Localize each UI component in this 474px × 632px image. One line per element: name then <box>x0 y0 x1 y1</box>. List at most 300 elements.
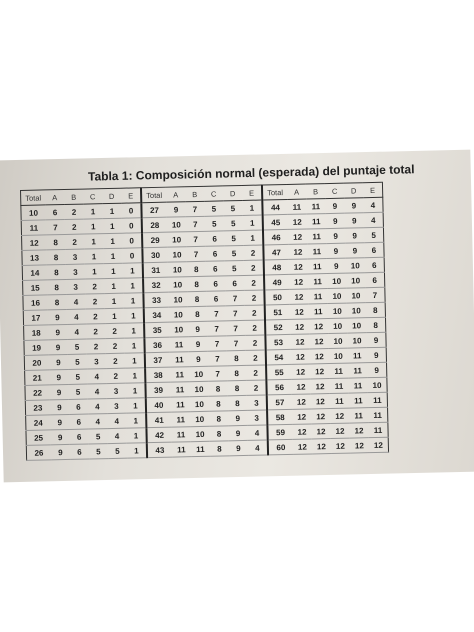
score-cell-e: 2 <box>245 320 265 335</box>
score-cell-d: 5 <box>108 443 127 458</box>
score-cell-b: 11 <box>308 259 327 274</box>
score-cell-d: 7 <box>226 335 245 350</box>
score-cell-e: 0 <box>122 248 142 263</box>
score-cell-e: 1 <box>126 398 146 413</box>
table-title: Tabla 1: Composición normal (esperada) del puntaje total <box>87 162 415 184</box>
total-cell: 11 <box>21 220 46 236</box>
score-cell-d: 11 <box>348 363 367 378</box>
score-cell-e: 2 <box>246 350 266 365</box>
score-cell-b: 5 <box>67 339 86 354</box>
score-cell-c: 6 <box>205 231 224 246</box>
score-cell-e: 4 <box>248 440 268 455</box>
score-cell-d: 10 <box>346 273 365 288</box>
total-cell: 36 <box>144 337 169 353</box>
total-cell: 13 <box>22 250 47 266</box>
score-cell-b: 9 <box>189 351 208 366</box>
score-cell-c: 8 <box>209 396 228 411</box>
score-cell-b: 3 <box>66 279 85 294</box>
score-cell-d: 1 <box>102 203 121 218</box>
score-cell-e: 6 <box>364 242 384 257</box>
score-cell-c: 10 <box>327 288 346 303</box>
score-cell-a: 12 <box>289 289 308 304</box>
total-cell: 31 <box>143 262 168 278</box>
score-cell-b: 3 <box>66 264 85 279</box>
score-cell-a: 9 <box>51 444 70 459</box>
score-cell-c: 1 <box>83 204 102 219</box>
score-cell-a: 12 <box>292 424 311 439</box>
score-cell-a: 12 <box>289 274 308 289</box>
score-cell-b: 12 <box>311 394 330 409</box>
score-cell-e: 1 <box>243 215 263 230</box>
score-cell-b: 3 <box>65 249 84 264</box>
score-cell-a: 9 <box>49 354 68 369</box>
score-cell-c: 5 <box>204 201 223 216</box>
score-cell-c: 10 <box>329 348 348 363</box>
score-cell-b: 12 <box>311 409 330 424</box>
score-cell-a: 9 <box>49 369 68 384</box>
score-cell-b: 11 <box>191 441 210 456</box>
total-cell: 39 <box>145 382 170 398</box>
score-cell-e: 9 <box>367 347 387 362</box>
score-cell-e: 1 <box>124 308 144 323</box>
score-cell-b: 12 <box>311 424 330 439</box>
total-cell: 57 <box>267 394 292 410</box>
score-cell-c: 2 <box>86 339 105 354</box>
score-cell-d: 1 <box>104 293 123 308</box>
score-cell-c: 12 <box>330 423 349 438</box>
column-header-b: B <box>185 186 204 201</box>
score-cell-e: 11 <box>368 407 388 422</box>
score-cell-a: 7 <box>46 219 65 234</box>
score-cell-b: 11 <box>309 304 328 319</box>
score-cell-c: 12 <box>331 438 350 453</box>
total-cell: 51 <box>265 304 290 320</box>
score-cell-b: 8 <box>187 261 206 276</box>
score-cell-e: 2 <box>246 365 266 380</box>
score-cell-d: 12 <box>349 423 368 438</box>
score-cell-e: 1 <box>123 263 143 278</box>
score-cell-a: 10 <box>168 292 187 307</box>
total-cell: 28 <box>142 217 167 233</box>
score-cell-a: 10 <box>169 322 188 337</box>
score-cell-c: 8 <box>208 381 227 396</box>
score-cell-a: 8 <box>46 249 65 264</box>
score-cell-e: 6 <box>365 272 385 287</box>
score-cell-e: 6 <box>365 257 385 272</box>
score-cell-a: 10 <box>167 232 186 247</box>
score-cell-a: 10 <box>168 262 187 277</box>
total-cell: 20 <box>24 355 49 371</box>
score-cell-b: 11 <box>308 289 327 304</box>
score-cell-e: 1 <box>124 323 144 338</box>
score-cell-e: 4 <box>364 212 384 227</box>
score-cell-c: 1 <box>84 234 103 249</box>
score-cell-d: 11 <box>349 408 368 423</box>
score-cell-a: 9 <box>48 309 67 324</box>
score-cell-a: 12 <box>291 364 310 379</box>
score-cell-e: 10 <box>367 377 387 392</box>
score-cell-b: 11 <box>307 244 326 259</box>
score-cell-d: 11 <box>348 378 367 393</box>
score-cell-b: 9 <box>188 321 207 336</box>
score-cell-b: 11 <box>306 199 325 214</box>
total-cell: 44 <box>262 199 287 215</box>
column-header-a: A <box>166 187 185 202</box>
score-cell-b: 8 <box>187 276 206 291</box>
score-cell-d: 9 <box>344 198 363 213</box>
score-cell-b: 4 <box>67 309 86 324</box>
total-cell: 47 <box>263 244 288 260</box>
total-cell: 14 <box>22 265 47 281</box>
score-cell-b: 7 <box>186 231 205 246</box>
score-cell-c: 12 <box>330 408 349 423</box>
total-cell: 23 <box>25 400 50 416</box>
score-cell-a: 8 <box>47 279 66 294</box>
total-cell: 54 <box>266 349 291 365</box>
score-cell-e: 1 <box>126 413 146 428</box>
score-cell-a: 12 <box>288 229 307 244</box>
column-header-a: A <box>45 190 64 205</box>
score-cell-a: 9 <box>48 339 67 354</box>
score-cell-b: 2 <box>65 219 84 234</box>
score-cell-b: 10 <box>190 396 209 411</box>
score-cell-b: 12 <box>310 379 329 394</box>
score-cell-a: 9 <box>48 324 67 339</box>
score-cell-e: 11 <box>368 422 388 437</box>
score-cell-d: 2 <box>105 338 124 353</box>
total-cell: 22 <box>25 385 50 401</box>
score-cell-b: 12 <box>309 319 328 334</box>
score-cell-a: 9 <box>166 202 185 217</box>
score-cell-c: 2 <box>86 324 105 339</box>
score-cell-d: 9 <box>228 410 247 425</box>
score-cell-c: 10 <box>327 273 346 288</box>
score-cell-d: 9 <box>229 440 248 455</box>
score-cell-e: 5 <box>364 227 384 242</box>
score-cell-d: 11 <box>349 393 368 408</box>
score-cell-c: 8 <box>209 426 228 441</box>
score-cell-e: 1 <box>126 428 146 443</box>
score-cell-d: 1 <box>104 263 123 278</box>
score-cell-a: 12 <box>290 304 309 319</box>
score-cell-e: 11 <box>368 392 388 407</box>
column-header-b: B <box>306 184 325 199</box>
score-cell-a: 10 <box>167 217 186 232</box>
score-cell-e: 8 <box>366 317 386 332</box>
score-cell-a: 11 <box>172 442 191 457</box>
total-cell: 55 <box>266 364 291 380</box>
score-cell-b: 7 <box>186 246 205 261</box>
total-cell: 10 <box>21 205 46 221</box>
total-cell: 34 <box>144 307 169 323</box>
score-cell-b: 7 <box>186 216 205 231</box>
total-cell: 59 <box>267 424 292 440</box>
score-cell-a: 9 <box>50 429 69 444</box>
score-cell-c: 8 <box>209 411 228 426</box>
score-cell-e: 0 <box>122 233 142 248</box>
score-cell-e: 9 <box>367 362 387 377</box>
score-cell-a: 11 <box>171 412 190 427</box>
total-cell: 29 <box>142 232 167 248</box>
score-cell-a: 6 <box>45 204 64 219</box>
score-cell-c: 6 <box>206 291 225 306</box>
column-header-e: E <box>363 182 383 197</box>
score-cell-a: 11 <box>171 397 190 412</box>
score-cell-c: 8 <box>210 441 229 456</box>
score-cell-e: 3 <box>247 410 267 425</box>
column-header-total: Total <box>141 187 166 203</box>
score-cell-d: 4 <box>107 413 126 428</box>
total-cell: 50 <box>264 289 289 305</box>
score-cell-d: 10 <box>347 318 366 333</box>
score-cell-c: 7 <box>208 366 227 381</box>
score-cell-e: 4 <box>363 197 383 212</box>
score-cell-d: 5 <box>223 200 242 215</box>
score-cell-b: 10 <box>190 411 209 426</box>
score-cell-d: 6 <box>225 275 244 290</box>
score-cell-e: 1 <box>123 278 143 293</box>
score-cell-a: 8 <box>47 294 66 309</box>
score-cell-a: 11 <box>170 352 189 367</box>
score-cell-e: 2 <box>245 335 265 350</box>
score-cell-a: 10 <box>169 307 188 322</box>
total-cell: 58 <box>267 409 292 425</box>
score-cell-a: 12 <box>290 334 309 349</box>
score-cell-b: 10 <box>190 426 209 441</box>
total-cell: 42 <box>146 427 171 443</box>
score-cell-c: 4 <box>88 414 107 429</box>
score-cell-a: 9 <box>50 414 69 429</box>
score-cell-a: 10 <box>167 247 186 262</box>
total-cell: 41 <box>146 412 171 428</box>
score-cell-d: 3 <box>106 383 125 398</box>
column-header-total: Total <box>21 190 46 206</box>
score-cell-a: 12 <box>293 439 312 454</box>
score-cell-e: 2 <box>243 245 263 260</box>
score-cell-d: 5 <box>224 230 243 245</box>
score-cell-b: 12 <box>309 334 328 349</box>
score-cell-a: 11 <box>170 382 189 397</box>
score-cell-c: 11 <box>330 393 349 408</box>
score-cell-d: 8 <box>227 365 246 380</box>
score-cell-b: 6 <box>69 399 88 414</box>
score-cell-c: 7 <box>208 351 227 366</box>
score-cell-e: 1 <box>242 200 262 215</box>
total-cell: 30 <box>142 247 167 263</box>
column-header-d: D <box>223 185 242 200</box>
score-cell-c: 7 <box>207 321 226 336</box>
score-cell-e: 1 <box>125 353 145 368</box>
score-cell-a: 8 <box>46 234 65 249</box>
score-cell-d: 1 <box>103 218 122 233</box>
score-cell-c: 6 <box>206 276 225 291</box>
total-cell: 49 <box>264 274 289 290</box>
column-header-d: D <box>344 183 363 198</box>
total-cell: 45 <box>263 214 288 230</box>
score-cell-a: 12 <box>292 394 311 409</box>
score-cell-e: 7 <box>365 287 385 302</box>
score-cell-b: 12 <box>310 349 329 364</box>
score-cell-c: 11 <box>329 363 348 378</box>
score-cell-c: 10 <box>328 318 347 333</box>
score-cell-e: 1 <box>124 338 144 353</box>
score-cell-e: 2 <box>244 260 264 275</box>
score-cell-d: 7 <box>226 320 245 335</box>
score-cell-c: 9 <box>326 228 345 243</box>
total-cell: 46 <box>263 229 288 245</box>
score-cell-b: 5 <box>68 384 87 399</box>
score-cell-b: 4 <box>66 294 85 309</box>
score-cell-e: 1 <box>125 383 145 398</box>
column-header-e: E <box>242 185 262 200</box>
total-cell: 12 <box>22 235 47 251</box>
score-cell-d: 7 <box>226 305 245 320</box>
score-cell-c: 10 <box>328 333 347 348</box>
total-cell: 16 <box>23 295 48 311</box>
total-cell: 15 <box>23 280 48 296</box>
total-cell: 17 <box>23 310 48 326</box>
score-cell-b: 12 <box>310 364 329 379</box>
score-cell-b: 11 <box>307 214 326 229</box>
score-cell-a: 11 <box>171 427 190 442</box>
score-cell-d: 1 <box>105 308 124 323</box>
score-cell-b: 5 <box>68 369 87 384</box>
score-cell-c: 5 <box>88 429 107 444</box>
score-cell-a: 11 <box>169 337 188 352</box>
score-cell-c: 2 <box>85 294 104 309</box>
total-cell: 40 <box>146 397 171 413</box>
total-cell: 35 <box>144 322 169 338</box>
score-cell-d: 8 <box>227 380 246 395</box>
score-cell-c: 7 <box>207 306 226 321</box>
score-cell-b: 4 <box>67 324 86 339</box>
total-cell: 24 <box>26 415 51 431</box>
score-cell-d: 7 <box>225 290 244 305</box>
score-cell-b: 8 <box>188 306 207 321</box>
total-cell: 52 <box>265 319 290 335</box>
score-cell-e: 2 <box>244 290 264 305</box>
total-cell: 43 <box>147 442 172 458</box>
column-header-total: Total <box>262 184 287 200</box>
score-cell-c: 6 <box>206 261 225 276</box>
column-header-c: C <box>83 189 102 204</box>
score-cell-c: 10 <box>328 303 347 318</box>
total-cell: 38 <box>145 367 170 383</box>
score-cell-d: 9 <box>345 243 364 258</box>
total-cell: 25 <box>26 430 51 446</box>
score-cell-c: 7 <box>207 336 226 351</box>
total-cell: 19 <box>24 340 49 356</box>
score-cell-d: 5 <box>224 245 243 260</box>
total-cell: 56 <box>266 379 291 395</box>
score-cell-a: 12 <box>290 319 309 334</box>
score-cell-e: 1 <box>127 443 147 458</box>
score-cell-c: 6 <box>205 246 224 261</box>
total-cell: 48 <box>264 259 289 275</box>
score-cell-e: 2 <box>244 275 264 290</box>
score-cell-e: 12 <box>369 437 389 452</box>
total-cell: 37 <box>145 352 170 368</box>
total-cell: 53 <box>265 334 290 350</box>
column-header-a: A <box>287 184 306 199</box>
score-cell-a: 12 <box>291 379 310 394</box>
score-cell-c: 1 <box>85 264 104 279</box>
score-cell-e: 1 <box>125 368 145 383</box>
score-cell-b: 10 <box>189 381 208 396</box>
score-cell-a: 9 <box>50 399 69 414</box>
score-cell-e: 1 <box>123 293 143 308</box>
score-cell-b: 12 <box>312 439 331 454</box>
score-table-container <box>20 182 389 461</box>
score-cell-d: 8 <box>228 395 247 410</box>
score-cell-d: 4 <box>107 428 126 443</box>
score-cell-d: 9 <box>345 213 364 228</box>
score-cell-d: 2 <box>105 323 124 338</box>
score-cell-a: 12 <box>288 214 307 229</box>
score-cell-c: 1 <box>84 219 103 234</box>
score-cell-e: 2 <box>246 380 266 395</box>
score-cell-d: 12 <box>350 438 369 453</box>
score-cell-b: 11 <box>308 274 327 289</box>
column-header-b: B <box>64 189 83 204</box>
score-cell-a: 12 <box>291 349 310 364</box>
score-cell-d: 5 <box>224 215 243 230</box>
total-cell: 27 <box>141 202 166 218</box>
score-cell-d: 9 <box>345 228 364 243</box>
score-cell-c: 2 <box>85 279 104 294</box>
score-cell-d: 3 <box>107 398 126 413</box>
score-cell-b: 7 <box>185 201 204 216</box>
score-cell-c: 5 <box>205 216 224 231</box>
score-cell-c: 4 <box>88 399 107 414</box>
score-cell-b: 2 <box>65 234 84 249</box>
score-cell-d: 1 <box>103 233 122 248</box>
score-cell-b: 9 <box>188 336 207 351</box>
score-cell-a: 12 <box>289 259 308 274</box>
total-cell: 60 <box>268 439 293 455</box>
score-cell-c: 4 <box>87 384 106 399</box>
total-cell: 21 <box>25 370 50 386</box>
score-cell-c: 2 <box>86 309 105 324</box>
score-cell-c: 9 <box>325 198 344 213</box>
score-cell-c: 4 <box>87 369 106 384</box>
score-cell-b: 6 <box>70 444 89 459</box>
score-cell-c: 9 <box>326 213 345 228</box>
score-cell-c: 11 <box>329 378 348 393</box>
score-cell-c: 9 <box>326 243 345 258</box>
score-cell-d: 11 <box>348 348 367 363</box>
column-header-e: E <box>121 188 141 203</box>
total-cell: 33 <box>143 292 168 308</box>
score-cell-d: 2 <box>106 368 125 383</box>
score-cell-e: 0 <box>122 218 142 233</box>
score-cell-e: 8 <box>366 302 386 317</box>
score-cell-b: 11 <box>307 229 326 244</box>
score-cell-d: 10 <box>346 288 365 303</box>
total-cell: 18 <box>24 325 49 341</box>
score-cell-a: 10 <box>168 277 187 292</box>
score-cell-e: 4 <box>247 425 267 440</box>
score-cell-c: 3 <box>87 354 106 369</box>
score-cell-d: 10 <box>346 258 365 273</box>
score-cell-e: 9 <box>366 332 386 347</box>
score-cell-b: 6 <box>69 414 88 429</box>
score-cell-b: 5 <box>68 354 87 369</box>
score-cell-e: 2 <box>245 305 265 320</box>
score-cell-d: 8 <box>227 350 246 365</box>
score-composition-table <box>20 182 389 461</box>
score-cell-d: 10 <box>347 333 366 348</box>
